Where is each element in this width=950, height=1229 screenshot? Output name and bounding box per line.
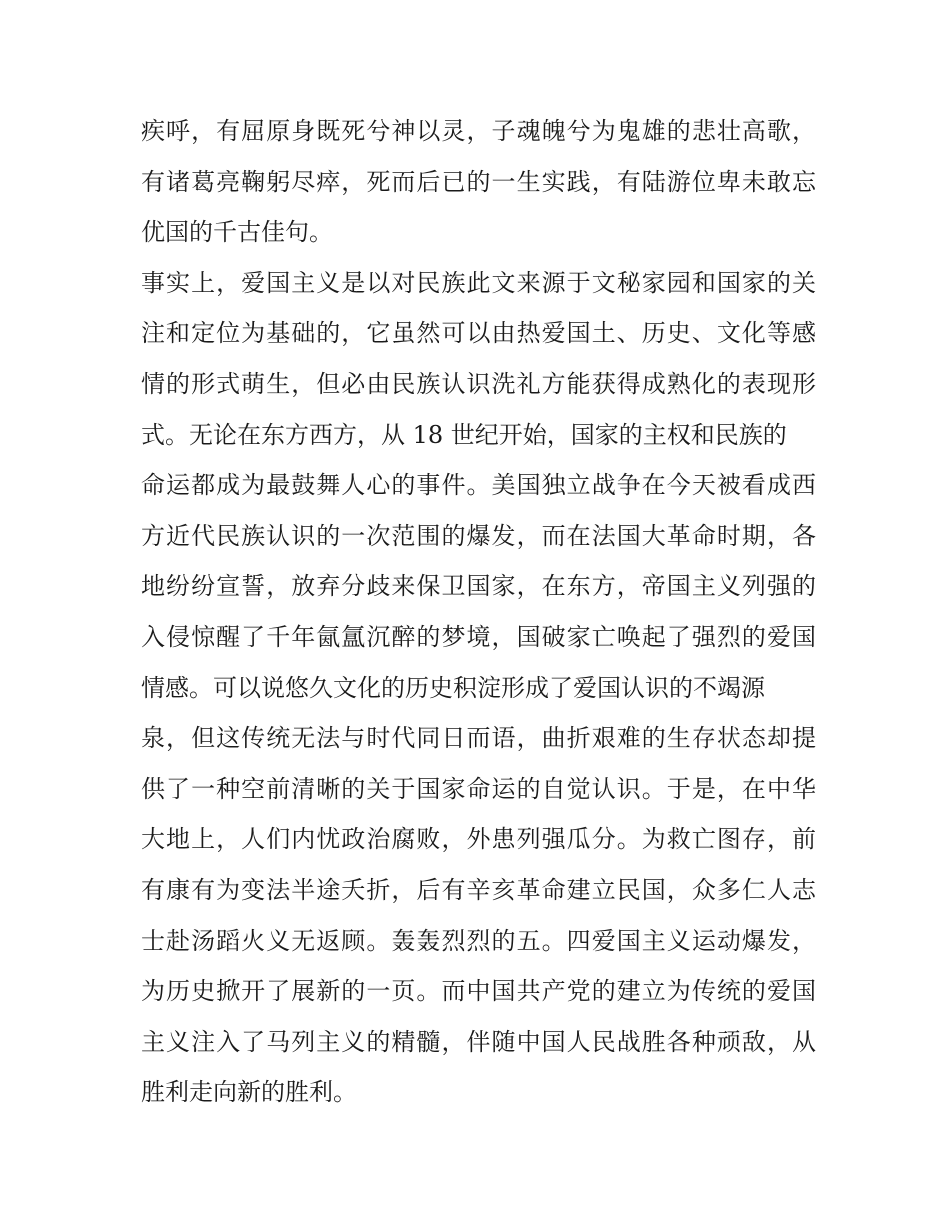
text-line: 入侵惊醒了千年氤氲沉醉的梦境，国破家亡唤起了强烈的爱国 [141, 622, 816, 651]
text-line: 命运都成为最鼓舞人心的事件。美国独立战争在今天被看成西 [141, 471, 816, 500]
text-line: 注和定位为基础的，它虽然可以由热爱国土、历史、文化等感 [141, 319, 816, 348]
text-line: 式。无论在东方西方，从 18 世纪开始，国家的主权和民族的 [141, 420, 787, 449]
text-line: 有康有为变法半途夭折，后有辛亥革命建立民国，众多仁人志 [141, 875, 816, 904]
text-line: 情的形式萌生，但必由民族认识洗礼方能获得成熟化的表现形 [141, 369, 816, 398]
text-line: 情感。可以说悠久文化的历史积淀形成了爱国认识的不竭源 [141, 673, 765, 702]
text-line: 优国的千古佳句。 [141, 218, 333, 247]
text-line: 士赴汤蹈火义无返顾。轰轰烈烈的五。四爱国主义运动爆发， [141, 926, 816, 955]
text-line: 胜利走向新的胜利。 [141, 1078, 357, 1107]
text-line: 事实上，爱国主义是以对民族此文来源于文秘家园和国家的关 [141, 268, 816, 297]
text-line: 为历史掀开了展新的一页。而中国共产党的建立为传统的爱国 [141, 977, 816, 1006]
text-line: 供了一种空前清晰的关于国家命运的自觉认识。于是，在中华 [141, 774, 816, 803]
text-line: 泉，但这传统无法与时代同日而语，曲折艰难的生存状态却提 [141, 724, 816, 753]
text-line: 方近代民族认识的一次范围的爆发，而在法国大革命时期，各 [141, 521, 816, 550]
text-line: 地纷纷宣誓，放弃分歧来保卫国家，在东方，帝国主义列强的 [141, 572, 816, 601]
text-line: 有诸葛亮鞠躬尽瘁，死而后已的一生实践，有陆游位卑未敢忘 [141, 167, 816, 196]
text-line: 疾呼，有屈原身既死兮神以灵，子魂魄兮为鬼雄的悲壮高歌， [141, 117, 816, 145]
text-line: 主义注入了马列主义的精髓，伴随中国人民战胜各种顽敌，从 [141, 1027, 816, 1056]
body-text [141, 106, 816, 1118]
text-line: 大地上，人们内忧政治腐败，外患列强瓜分。为救亡图存，前 [141, 825, 816, 854]
